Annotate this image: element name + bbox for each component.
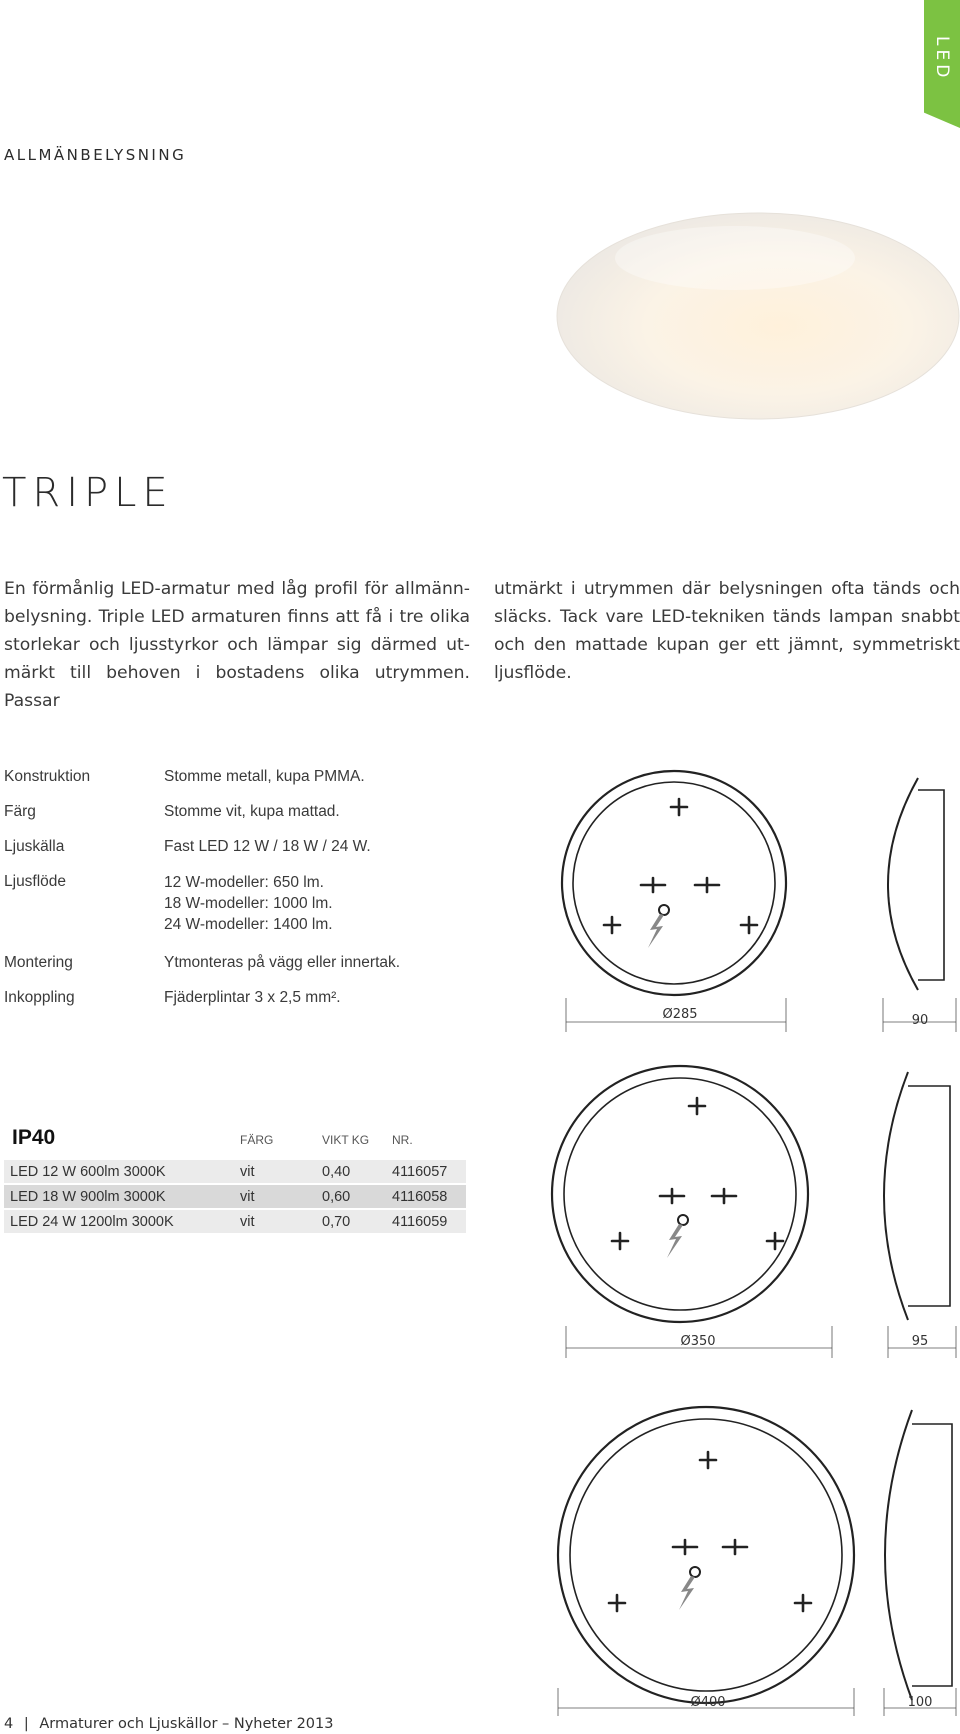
footer-text: Armaturer och Ljuskällor – Nyheter 2013 [39, 1716, 334, 1732]
spec-value: Fjäderplintar 3 x 2,5 mm². [164, 989, 341, 1006]
cell-name: LED 24 W 1200lm 3000K [4, 1209, 234, 1234]
cell-name: LED 18 W 900lm 3000K [4, 1184, 234, 1209]
cell-color: vit [234, 1184, 316, 1209]
dim-diameter-285: Ø285 [662, 1007, 698, 1022]
col-header-weight: VIKT KG [322, 1133, 370, 1147]
category-tab-label: LED [932, 36, 952, 82]
page-number: 4 [4, 1716, 14, 1732]
spec-value: 12 W-modeller: 650 lm. [164, 874, 324, 891]
spec-value: Stomme vit, kupa mattad. [164, 803, 340, 820]
cell-name: LED 12 W 600lm 3000K [4, 1160, 234, 1184]
spec-value: Stomme metall, kupa PMMA. [164, 768, 365, 785]
dim-diameter-400: Ø400 [690, 1695, 726, 1710]
spec-label: Ljuskälla [4, 838, 65, 855]
drawing-285 [562, 771, 956, 1032]
drawing-350 [552, 1066, 956, 1358]
spec-label: Montering [4, 954, 73, 971]
cell-weight: 0,60 [316, 1184, 386, 1209]
cell-number: 4116058 [386, 1184, 466, 1209]
spec-label: Inkoppling [4, 989, 75, 1006]
cell-number: 4116059 [386, 1209, 466, 1234]
spec-label: Ljusflöde [4, 873, 67, 890]
dim-diameter-350: Ø350 [680, 1334, 716, 1349]
cell-color: vit [234, 1209, 316, 1234]
spec-value: Fast LED 12 W / 18 W / 24 W. [164, 838, 371, 855]
dim-height-100: 100 [907, 1695, 933, 1710]
cell-weight: 0,70 [316, 1209, 386, 1234]
page-footer [4, 1716, 334, 1732]
ip-rating: IP40 [12, 1126, 56, 1149]
section-label: ALLMÄNBELYSNING [4, 146, 187, 164]
col-header-color: FÄRG [240, 1133, 274, 1147]
intro-text-col1: En förmånlig LED-armatur med låg profil för allmännbelysning. Triple LED armaturen finns att få i tre olika storlekar och ljusstyrkor och lämpar sig därmed utmärkt till behoven i bostadens olika utrymmen. Passar [4, 579, 470, 711]
cell-color: vit [234, 1160, 316, 1184]
product-title: TRIPLE [2, 470, 174, 516]
spec-label: Färg [4, 803, 36, 820]
drawing-400 [558, 1407, 956, 1716]
footer-divider: | [23, 1716, 29, 1732]
cell-weight: 0,40 [316, 1160, 386, 1184]
intro-text-col2: utmärkt i utrymmen där belysningen ofta tänds och släcks. Tack vare LED-tekniken tänds lampan snabbt och den mattade kupan ger ett jämnt, symmetriskt ljusflöde. [494, 579, 960, 683]
spec-value: 24 W-modeller: 1400 lm. [164, 916, 333, 933]
spec-label: Konstruktion [4, 768, 91, 785]
dim-height-95: 95 [911, 1334, 929, 1349]
dim-height-90: 90 [911, 1013, 929, 1028]
col-header-number: NR. [392, 1133, 413, 1147]
spec-value: 18 W-modeller: 1000 lm. [164, 895, 333, 912]
spec-value: Ytmonteras på vägg eller innertak. [164, 954, 401, 971]
cell-number: 4116057 [386, 1160, 466, 1184]
